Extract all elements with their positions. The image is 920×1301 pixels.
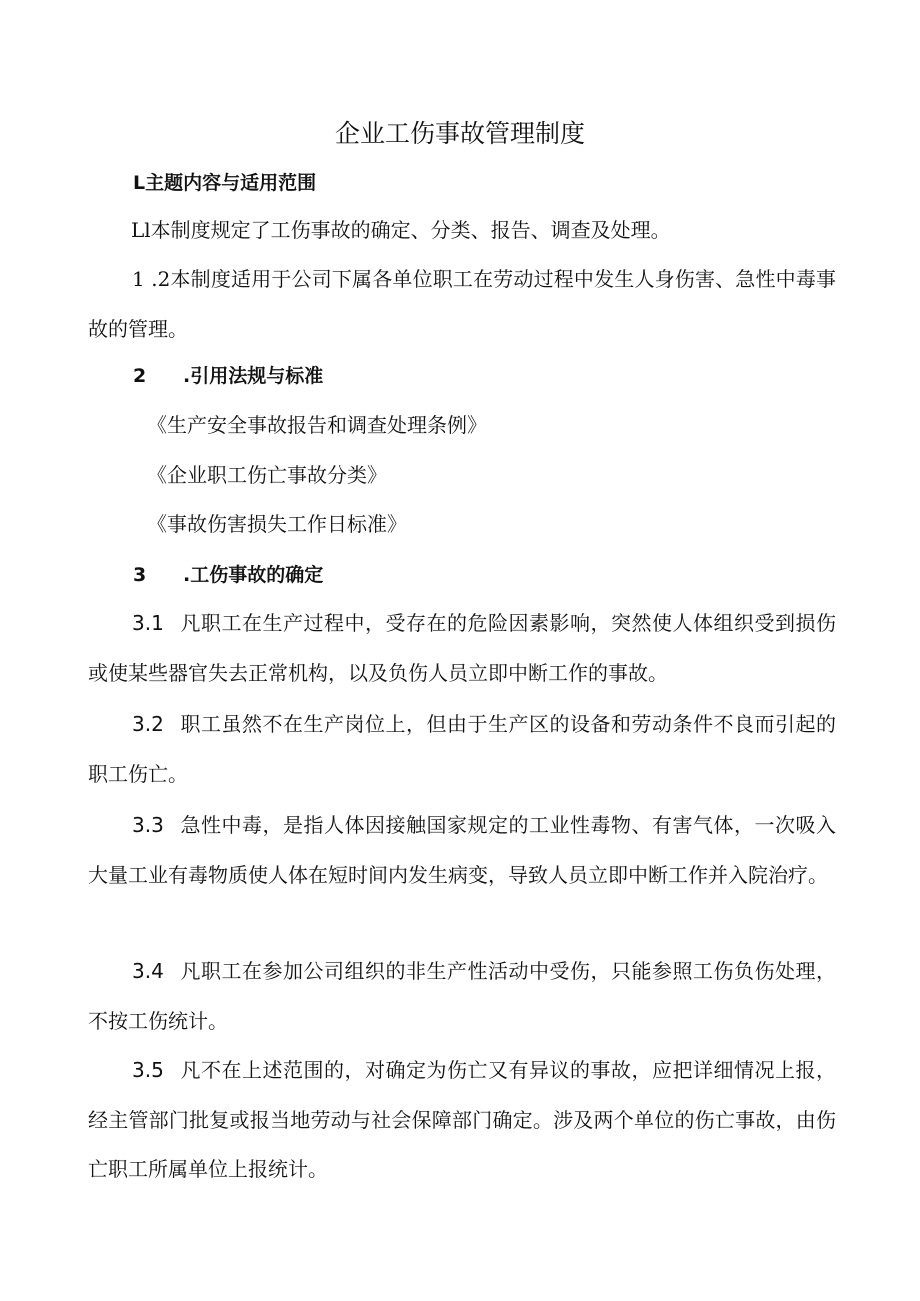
section-2-heading [133,361,323,391]
item-number: 3.1 [132,611,164,635]
item-text: 凡职工在生产过程中，受存在的危险因素影响，突然使人体组织受到损伤或使某些器官失去正常机构，以及负伤人员立即中断工作的事故。 [88,611,836,685]
item-3-3 [88,801,836,900]
section-1-heading: L主题内容与适用范围 [133,172,317,194]
reference-item: 《企业职工伤亡事故分类》 [147,463,387,487]
item-3-4 [88,947,836,1046]
section-3-number: 3 [133,564,147,586]
section-2-title: .引用法规与标准 [183,365,324,387]
item-text: 凡不在上述范围的，对确定为伤亡又有异议的事故，应把详细情况上报，经主管部门批复或报当地劳动与社会保障部门确定。涉及两个单位的伤亡事故，由伤亡职工所属单位上报统计。 [88,1058,836,1181]
item-number: 3.5 [132,1058,164,1082]
item-number: 3.4 [132,959,164,983]
item-text: 凡职工在参加公司组织的非生产性活动中受伤，只能参照工伤负伤处理，不按工伤统计。 [88,959,836,1033]
item-1-2: 1 .2本制度适用于公司下属各单位职工在劳动过程中发生人身伤害、急性中毒事故的管理。 [88,267,836,341]
reference-item: 《生产安全事故报告和调查处理条例》 [147,413,487,437]
item-3-2 [88,700,836,799]
item-text: 急性中毒，是指人体因接触国家规定的工业性毒物、有害气体，一次吸入大量工业有毒物质使人体在短时间内发生病变，导致人员立即中断工作并入院治疗。 [88,813,836,887]
item-number: 3.3 [132,813,164,837]
section-3-title: .工伤事故的确定 [183,564,324,586]
item-3-5 [88,1046,836,1195]
document-title: 企业工伤事故管理制度 [334,119,585,148]
section-2-number: 2 [133,365,147,387]
section-3-heading [133,560,323,590]
item-3-1 [88,599,836,698]
reference-item: 《事故伤害损失工作日标准》 [147,512,407,536]
item-number: 3.2 [132,712,164,736]
item-text: 职工虽然不在生产岗位上，但由于生产区的设备和劳动条件不良而引起的职工伤亡。 [88,712,836,786]
item-1-1: Ll本制度规定了工伤事故的确定、分类、报告、调查及处理。 [131,218,671,242]
